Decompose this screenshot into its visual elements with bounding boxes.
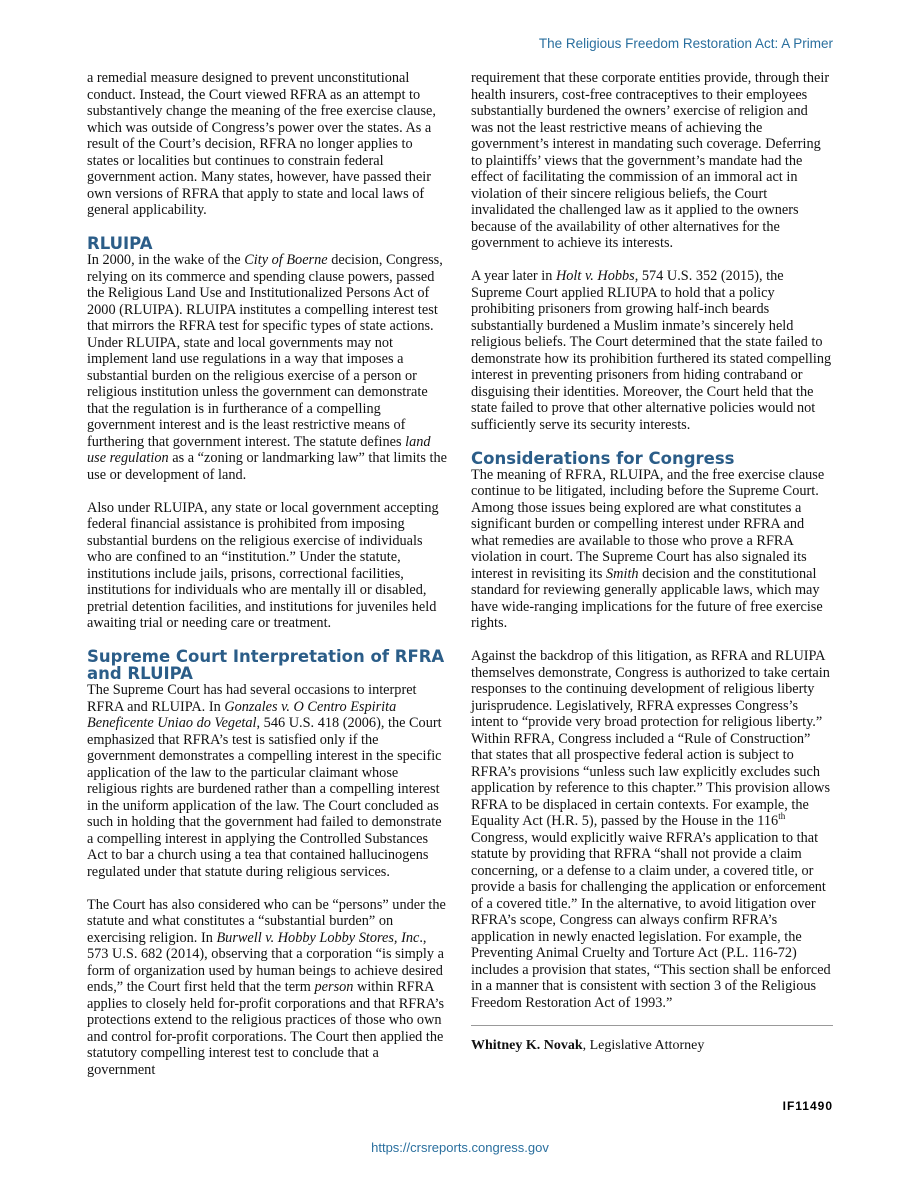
- case-name: Smith: [606, 565, 639, 582]
- defined-term: land use regulation: [87, 433, 431, 466]
- author-title: , Legislative Attorney: [582, 1038, 705, 1053]
- paragraph: In 2000, in the wake of the City of Boerne decision, Congress, relying on its commerce and spending clause powers, passed the Religious Land Use and Institutionalized Persons Act of 2000 (RLUIPA). RLUIPA institutes a compelling interest test that mirrors the RFRA test for specific types of state actions. Under RLUIPA, state and local governments may not implement land use regulations in a way that imposes a substantial burden on the religious exercise of a person or religious institution unless the government can demonstrate that the regulation is in furtherance of a compelling government interest and is the least restrictive means of furthering that government interest. The statute defines land use regulation as a “zoning or landmarking law” that limits the use or development of land.: [87, 252, 447, 483]
- paragraph: The Supreme Court has had several occasions to interpret RFRA and RLUIPA. In Gonzales v. O Centro Espirita Beneficente Uniao do Vegetal, 546 U.S. 418 (2006), the Court emphasized that RFRA’s test is satisfied only if the government demonstrates a compelling interest in the specific application of the law to the particular claimant whose religious rights are burdened rather than a compelling interest in the uniform application of the law. The Court concluded as such in holding that the government had failed to demonstrate a compelling interest in applying the Controlled Substances Act to bar a church using a tea that contained hallucinogens regulated under that statute during religious services.: [87, 682, 442, 880]
- running-header: The Religious Freedom Restoration Act: A Primer: [538, 36, 833, 51]
- footer-link[interactable]: https://crsreports.congress.gov: [371, 1140, 549, 1155]
- paragraph: Against the backdrop of this litigation, as RFRA and RLUIPA themselves demonstrate, Congress is authorized to take certain responses to the continuing development of religious liberty jurisprudence. Legislatively, RFRA expresses Congress’s intent to “provide very broad protection for religious liberty.” Within RFRA, Congress included a “Rule of Construction” that states that all prospective federal action is subject to RFRA’s provisions “unless such law explicitly excludes such application by reference to this chapter.” This provision allows RFRA to be displaced in certain contexts. For example, the Equality Act (H.R. 5), passed by the House in the 116th Congress, would explicitly waive RFRA’s application to that statute by providing that RFRA “shall not provide a claim concerning, or a defense to a claim under, a covered title, or provide a basis for challenging the application or enforcement of a covered title.” In the alternative, to avoid litigation over RFRA’s scope, Congress can always confirm RFRA’s application in newly enacted legislation. For example, the Preventing Animal Cruelty and Torture Act (P.L. 116-72) includes a provision that states, “This section shall be enforced in a manner that is consistent with section 3 of the Religious Freedom Restoration Act of 1993.”: [471, 648, 831, 1011]
- paragraph: Also under RLUIPA, any state or local government accepting federal financial assistance is prohibited from imposing substantial burdens on the religious exercise of individuals who are confined to an “institution.” Under the statute, institutions include jails, prisons, correctional facilities, institutions for individuals who are mentally ill or disabled, pretrial detention facilities, and institutions for juveniles held awaiting trial or needing care or treatment.: [87, 499, 439, 631]
- paragraph: a remedial measure designed to prevent unconstitutional conduct. Instead, the Court viewed RFRA as an attempt to substantively change the meaning of the free exercise clause, which was outside of Congress’s power over the states. As a result of the Court’s decision, RFRA no longer applies to states or localities but continues to constrain federal government action. Many states, however, have passed their own versions of RFRA that apply to state and local laws of general applicability.: [87, 70, 436, 218]
- case-name: Gonzales v. O Centro Espirita Beneficente Uniao do Vegetal: [87, 698, 397, 731]
- product-code: IF11490: [782, 1099, 833, 1113]
- section-heading-supreme-court: Supreme Court Interpretation of RFRA and RLUIPA: [87, 647, 445, 683]
- defined-term: person: [314, 979, 354, 995]
- left-column: [87, 70, 447, 1078]
- right-column: [471, 70, 833, 1055]
- section-heading-considerations: Considerations for Congress: [471, 448, 735, 468]
- case-name: Burwell v. Hobby Lobby Stores, Inc: [216, 929, 420, 946]
- superscript: th: [778, 811, 786, 822]
- paragraph: requirement that these corporate entities provide, through their health insurers, cost-free contraceptives to their employees substantially burdened the owners’ exercise of religion and was not the least restrictive means of achieving the government’s interest in mandating such coverage. Deferring to plaintiffs’ views that the government’s mandate had the effect of facilitating the commission of an immoral act in violation of their sincere religious beliefs, the Court invalidated the challenged law as it applied to the owners because of the availability of other alternatives for the government to achieve its interests.: [471, 70, 830, 251]
- author-name: Whitney K. Novak: [471, 1038, 583, 1053]
- section-heading-rluipa: RLUIPA: [87, 234, 153, 253]
- case-name: City of Boerne: [244, 252, 328, 268]
- author-line: [471, 1038, 833, 1055]
- paragraph: The Court has also considered who can be “persons” under the statute and what constitutes a “substantial burden” on exercising religion. In Burwell v. Hobby Lobby Stores, Inc., 573 U.S. 682 (2014), observing that a corporation “is simply a form of organization used by human beings to achieve desired ends,” the Court first held that the term person within RFRA applies to closely held for-profit corporations and that RFRA’s protections extend to the religious practices of those who own and control for-profit corporations. The Court then applied the statutory compelling interest test to conclude that a government: [87, 896, 446, 1078]
- case-name: Holt v. Hobbs: [555, 268, 635, 284]
- divider: [471, 1025, 833, 1026]
- paragraph: The meaning of RFRA, RLUIPA, and the free exercise clause continue to be litigated, including before the Supreme Court. Among those issues being explored are what constitutes a significant burden or compelling interest under RFRA and what remedies are available to those who prove a RFRA violation in court. The Supreme Court has also signaled its interest in revisiting its Smith decision and the constitutional standard for reviewing generally applicable laws, which may have wide-ranging implications for the future of free exercise rights.: [471, 466, 825, 631]
- paragraph: A year later in Holt v. Hobbs, 574 U.S. 352 (2015), the Supreme Court applied RLIUPA to hold that a policy prohibiting prisoners from growing half-inch beards substantially burdened a Muslim inmate’s sincerely held religious beliefs. The Court determined that the state failed to demonstrate how its prohibition furthered its stated compelling interest in preventing prisoners from hiding contraband or disguising their identities. Moreover, the Court held that the state failed to prove that other alternative policies would not sufficiently serve its security interests.: [471, 268, 832, 433]
